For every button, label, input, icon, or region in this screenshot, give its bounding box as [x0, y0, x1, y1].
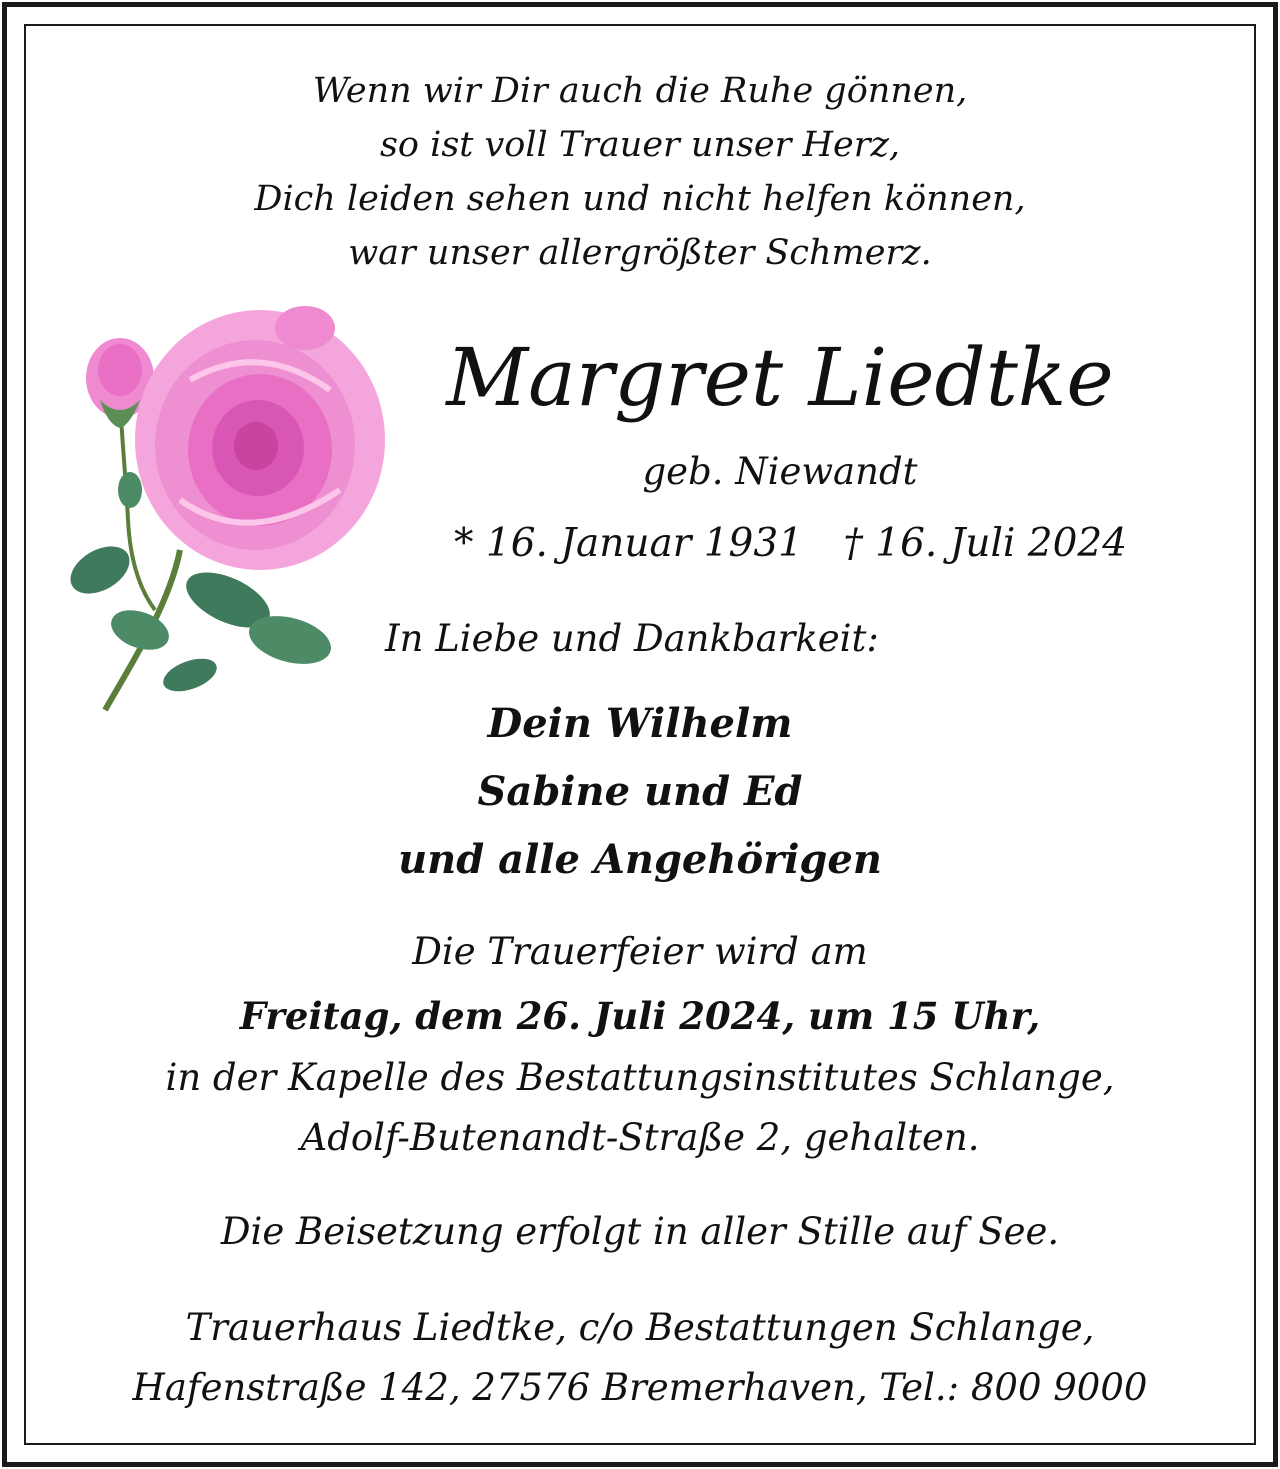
poem-line-4: war unser allergrößter Schmerz.: [348, 233, 932, 273]
ceremony-address: Adolf-Butenandt-Straße 2, gehalten.: [300, 1116, 980, 1159]
burial-note: Die Beisetzung erfolgt in aller Stille auf See.: [220, 1210, 1060, 1253]
poem-line-3: Dich leiden sehen und nicht helfen können,: [254, 179, 1026, 219]
contact-line-2: Hafenstraße 142, 27576 Bremerhaven, Tel.: 800 9000: [132, 1366, 1148, 1409]
ceremony-location: in der Kapelle des Bestattungsinstitutes Schlange,: [165, 1056, 1115, 1099]
death-date: † 16. Juli 2024: [843, 521, 1128, 566]
poem-line-2: so ist voll Trauer unser Herz,: [379, 125, 901, 165]
ceremony-intro: Die Trauerfeier wird am: [412, 930, 868, 973]
life-dates: [440, 516, 1140, 572]
ceremony-datetime: Freitag, dem 26. Juli 2024, um 15 Uhr,: [239, 994, 1041, 1038]
dedication: In Liebe und Dankbarkeit:: [385, 617, 879, 660]
contact-line-1: Trauerhaus Liedtke, c/o Bestattungen Schlange,: [185, 1306, 1095, 1349]
mourner-2: Sabine und Ed: [477, 768, 803, 815]
mourner-3: und alle Angehörigen: [398, 836, 882, 883]
poem-line-1: Wenn wir Dir auch die Ruhe gönnen,: [312, 71, 968, 111]
maiden-name: geb. Niewandt: [642, 450, 918, 493]
birth-date: * 16. Januar 1931: [454, 521, 803, 566]
mourner-1: Dein Wilhelm: [487, 700, 793, 747]
deceased-name: Margret Liedtke: [446, 331, 1114, 424]
pink-rose-image: [60, 300, 400, 720]
